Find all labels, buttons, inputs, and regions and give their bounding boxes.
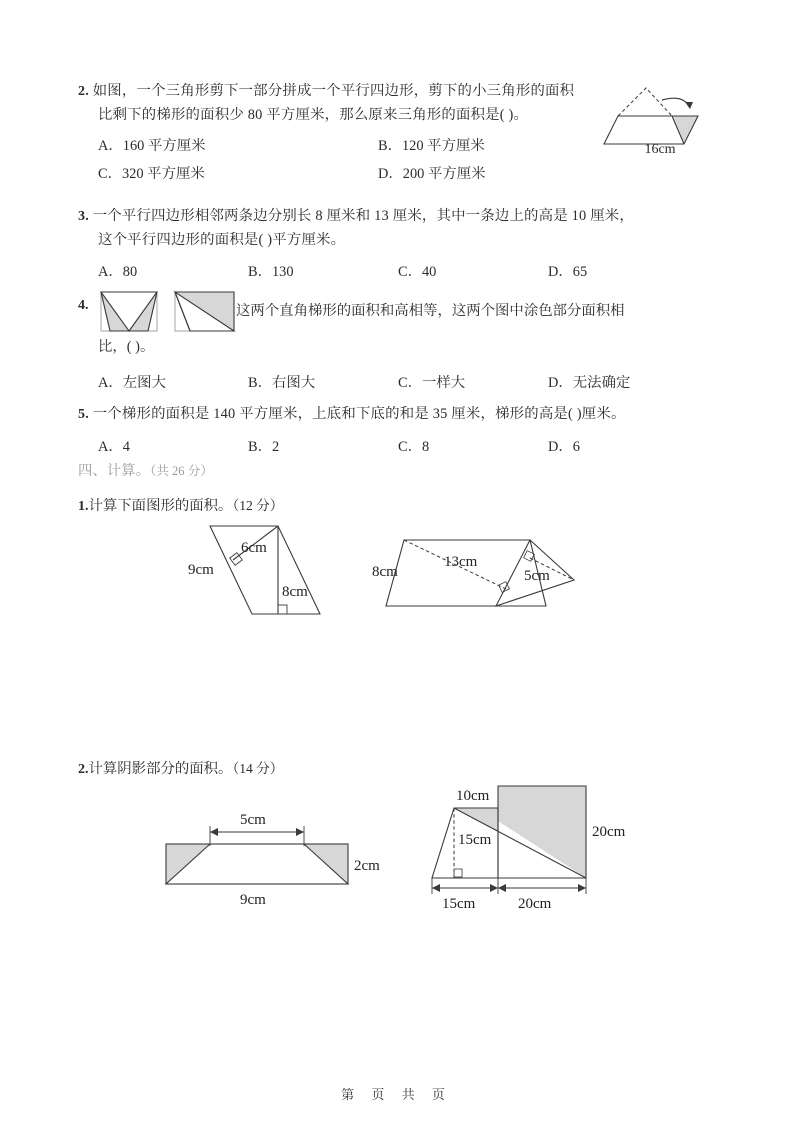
calc-1-number: 1. [78,499,89,514]
calc-1-figure-b [372,528,598,623]
question-4-figure-left [98,289,160,335]
question-2-line2: 比剩下的梯形的面积少 80 平方厘米，那么原来三角形的面积是( )。 [98,106,529,123]
question-5-option-d[interactable]: D．6 [548,438,580,455]
question-4-option-c[interactable]: C．一样大 [398,375,466,391]
question-5 [78,403,728,456]
question-3-options [78,260,718,281]
calc-2-figure-a-label-5cm: 5cm [240,812,266,828]
calc-2-figure-b [420,778,640,918]
calc-2-figure-a-label-2cm: 2cm [354,858,380,874]
calc-2-figure-b-label-20cm-base: 20cm [518,896,552,912]
calc-2-figure-b-label-20cm-side: 20cm [592,824,626,840]
section-four-title: 四、计算。 [78,463,150,479]
question-3-option-c[interactable]: C．40 [398,264,437,280]
question-4-option-a[interactable]: A．左图大 [98,375,166,391]
section-four-points: （共 26 分） [149,464,213,478]
question-5-options [78,435,728,456]
calc-2-points: （14 分） [232,761,284,776]
question-4-text-line1: 这两个直角梯形的面积和高相等，这两个图中涂色部分面积相 [236,303,625,319]
calc-2-number: 2. [78,762,89,777]
question-3-number: 3. [78,209,89,224]
question-2-number: 2. [78,84,89,99]
question-3-option-a[interactable]: A．80 [98,264,138,280]
calc-1-figure-a [178,514,338,629]
question-4-option-b[interactable]: B．右图大 [248,375,316,391]
question-4-number: 4. [78,298,89,313]
question-3-line1 [78,205,718,229]
question-2-options-row2 [78,162,638,183]
calc-1-prompt [78,494,283,515]
question-4-text-line2: 比，( )。 [98,339,155,355]
calc-2-prompt [78,757,283,778]
question-5-text-line1: 一个梯形的面积是 140 平方厘米，上底和下底的和是 35 厘米，梯形的高是( )厘米。 [92,406,626,422]
calc-1-figure-a-label-8cm: 8cm [282,584,308,600]
question-2-figure-caption: 16cm [644,142,676,157]
question-2-line1 [78,80,638,104]
calc-1-figure-b-label-13cm: 13cm [444,554,478,570]
calc-2-figure-b-label-15cm-base: 15cm [442,896,476,912]
page-footer: 第 页 共 页 [341,1087,452,1102]
question-2-option-d[interactable]: D．200 平方厘米 [378,166,486,182]
section-four-heading [78,459,213,480]
calc-1-points: （12 分） [232,498,284,513]
question-5-option-c[interactable]: C．8 [398,438,430,455]
question-4-options [98,371,718,392]
question-3-text-line1: 一个平行四边形相邻两条边分别长 8 厘米和 13 厘米，其中一条边上的高是 10 厘米， [92,208,634,224]
question-5-line1 [78,403,728,427]
calc-1-figure-b-label-5cm: 5cm [524,568,550,584]
question-3 [78,205,718,281]
calc-1-figure-b-label-8cm: 8cm [372,564,398,580]
calc-2-figure-a-label-9cm: 9cm [240,892,266,908]
question-3-option-d[interactable]: D．65 [548,264,588,280]
question-3-option-b[interactable]: B．130 [248,264,294,280]
question-2-options-row1 [78,134,638,155]
question-5-option-b[interactable]: B．2 [248,438,280,455]
question-2-option-a[interactable]: A．160 平方厘米 [98,138,206,154]
calc-2-figure-b-label-10cm: 10cm [456,788,490,804]
calc-2-figure-a [148,806,388,911]
calc-2-figure-b-label-15cm-height: 15cm [458,832,492,848]
question-5-option-a[interactable]: A．4 [98,438,130,455]
calc-1-figure-a-label-6cm: 6cm [241,540,267,556]
calc-1-text: 计算下面图形的面积。 [88,498,233,514]
question-5-number: 5. [78,407,89,422]
question-4-figure-right [172,289,238,335]
question-2-text-line1: 如图，一个三角形剪下一部分拼成一个平行四边形，剪下的小三角形的面积 [92,83,575,99]
question-4-option-d[interactable]: D．无法确定 [548,375,631,391]
question-2 [78,80,638,183]
calc-1-figure-a-label-9cm: 9cm [188,562,214,578]
calc-2-text: 计算阴影部分的面积。 [88,761,233,777]
question-3-line2: 这个平行四边形的面积是( )平方厘米。 [98,231,346,248]
question-2-option-c[interactable]: C．320 平方厘米 [98,166,205,182]
question-2-option-b[interactable]: B．120 平方厘米 [378,138,485,154]
